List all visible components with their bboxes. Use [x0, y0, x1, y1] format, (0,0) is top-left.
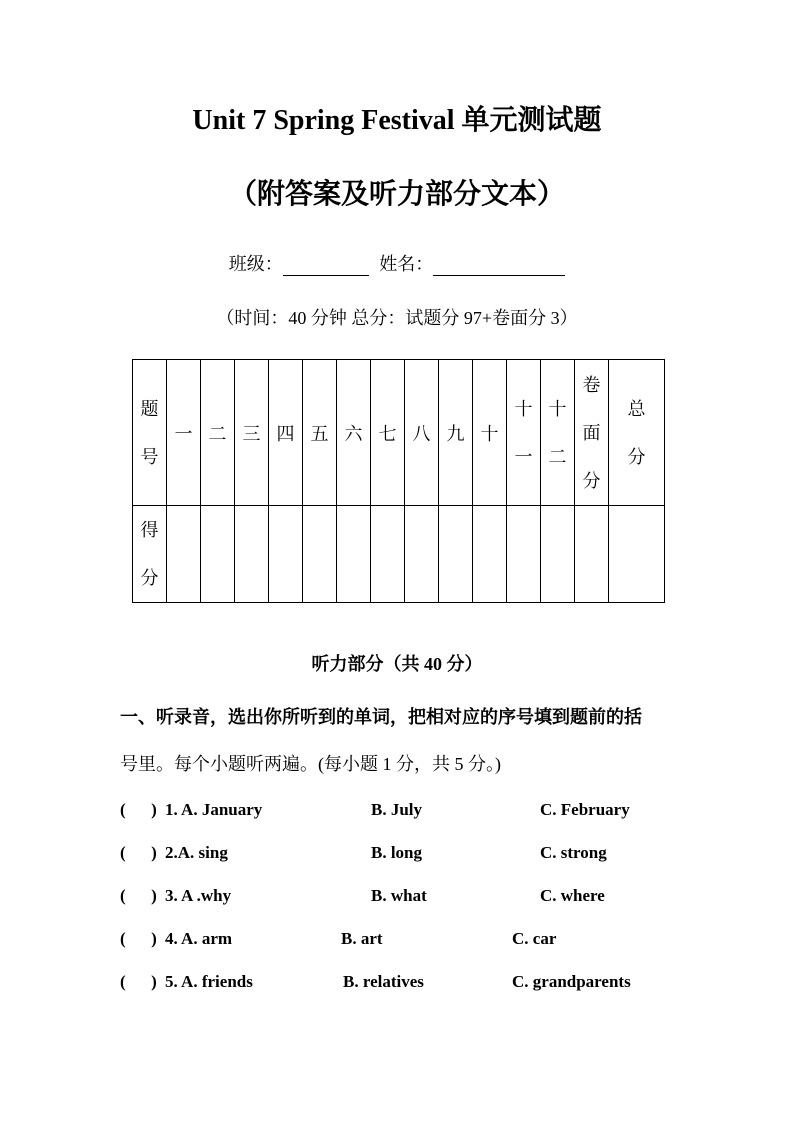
column-header: 八 — [405, 360, 439, 506]
column-header: 四 — [269, 360, 303, 506]
column-header-11: 十 一 — [507, 360, 541, 506]
option-c: C. grandparents — [512, 972, 631, 991]
score-table — [132, 359, 665, 603]
answer-paren[interactable]: ( ) — [120, 929, 157, 948]
option-a: 4. A. arm — [165, 929, 233, 948]
score-cell[interactable] — [575, 506, 609, 603]
score-cell[interactable] — [337, 506, 371, 603]
score-cell[interactable] — [303, 506, 337, 603]
class-label: 班级： — [228, 254, 283, 274]
option-a: 3. A .why — [165, 886, 232, 905]
column-header: 二 — [201, 360, 235, 506]
score-cell[interactable] — [439, 506, 473, 603]
name-blank[interactable] — [433, 255, 565, 276]
listening-heading: 听力部分（共 40 分） — [311, 654, 483, 674]
option-a: 1. A. January — [165, 800, 263, 819]
option-c: C. February — [540, 800, 630, 819]
column-header: 七 — [371, 360, 405, 506]
answer-paren[interactable]: ( ) — [120, 886, 157, 905]
option-c: C. where — [540, 886, 605, 905]
score-cell[interactable] — [235, 506, 269, 603]
column-header-12: 十 二 — [541, 360, 575, 506]
score-cell[interactable] — [473, 506, 507, 603]
answer-paren[interactable]: ( ) — [120, 800, 157, 819]
option-c: C. strong — [540, 843, 607, 862]
column-header-neatness: 卷 面 分 — [575, 360, 609, 506]
score-cell[interactable] — [507, 506, 541, 603]
header-label-cell: 题 号 — [133, 360, 167, 506]
option-b: B. art — [341, 929, 383, 948]
column-header-total: 总 分 — [609, 360, 665, 506]
class-blank[interactable] — [283, 255, 369, 276]
score-cell[interactable] — [405, 506, 439, 603]
answer-paren[interactable]: ( ) — [120, 972, 157, 991]
column-header: 六 — [337, 360, 371, 506]
option-b: B. long — [371, 843, 423, 862]
score-cell[interactable] — [201, 506, 235, 603]
instruction-line-1: 一、听录音，选出你所听到的单词，把相对应的序号填到题前的括 — [120, 707, 642, 727]
column-header: 五 — [303, 360, 337, 506]
time-info: （时间：40 分钟 总分：试题分 97+卷面分 3） — [216, 308, 578, 328]
score-label-cell: 得 分 — [133, 506, 167, 603]
option-b: B. relatives — [343, 972, 424, 991]
column-header: 一 — [167, 360, 201, 506]
name-label: 姓名： — [379, 254, 434, 274]
option-a: 2.A. sing — [165, 843, 228, 862]
student-info-line — [0, 250, 794, 276]
column-header: 三 — [235, 360, 269, 506]
answer-paren[interactable]: ( ) — [120, 843, 157, 862]
instruction-line-2: 号里。每个小题听两遍。(每小题 1 分，共 5 分。) — [120, 754, 501, 774]
option-b: B. July — [371, 800, 423, 819]
score-cell[interactable] — [609, 506, 665, 603]
score-cell[interactable] — [269, 506, 303, 603]
option-a: 5. A. friends — [165, 972, 253, 991]
score-table-score-row — [133, 506, 665, 603]
column-header: 九 — [439, 360, 473, 506]
score-cell[interactable] — [167, 506, 201, 603]
score-cell[interactable] — [371, 506, 405, 603]
column-header: 十 — [473, 360, 507, 506]
score-table-header-row — [133, 360, 665, 506]
option-b: B. what — [371, 886, 427, 905]
page-subtitle: （附答案及听力部分文本） — [228, 179, 565, 210]
page-title: Unit 7 Spring Festival 单元测试题 — [192, 105, 602, 136]
option-c: C. car — [512, 929, 557, 948]
score-cell[interactable] — [541, 506, 575, 603]
